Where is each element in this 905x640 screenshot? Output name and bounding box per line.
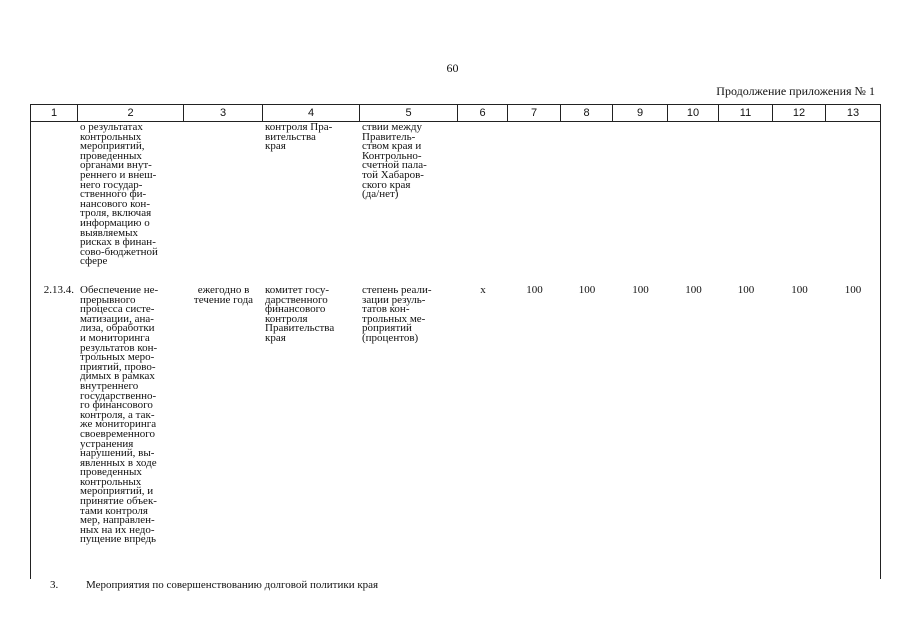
row2-col-11: 100 <box>737 284 755 296</box>
row2-responsible: комитет госу- дарственного финансового контроля Правительства края <box>265 284 335 344</box>
header-col-12: 12 <box>773 105 826 121</box>
header-col-9: 9 <box>613 105 668 121</box>
table-header-row <box>31 104 880 122</box>
section-number: 3. <box>50 579 59 591</box>
row2-deadline: ежегодно в течение года <box>193 284 254 306</box>
row2-col-6: х <box>480 284 486 296</box>
header-col-6: 6 <box>458 105 508 121</box>
row1-col-2: о результатах контрольных мероприятий, проведенных органами внут- реннего и внеш- него государ- ственного фи- нансового кон- троля, включая информацию о выявляемых рисках в финан- сово-бюджетной сфере <box>80 121 158 268</box>
measures-table <box>30 104 881 579</box>
table-row <box>31 282 880 579</box>
row1-col-7 <box>508 122 561 282</box>
header-col-1: 1 <box>31 105 78 121</box>
row2-measure-description: Обеспечение не- прерывного процесса систе- матизации, ана- лиза, обработки и мониторинга результатов кон- трольных меро- приятий, прово- димых в рамках внутреннего государственно- го финансового контроля, а так- же мониторинга своевременного устранения нарушений, вы- явленных в ходе проведенных контрольных мероприятий, и принятие объек- тами контроля мер, направлен- ных на их недо- пущение впредь <box>80 284 159 546</box>
page-number: 60 <box>446 61 459 75</box>
header-col-13: 13 <box>846 107 860 119</box>
row1-col-9 <box>613 122 668 282</box>
header-col-11: 11 <box>719 105 773 121</box>
row1-col-4: контроля Пра- вительства края <box>265 121 333 153</box>
header-col-7: 7 <box>508 105 561 121</box>
header-col-8: 8 <box>561 105 613 121</box>
row1-col-1 <box>31 122 78 282</box>
header-col-3: 3 <box>184 105 263 121</box>
section-heading <box>0 579 905 593</box>
continuation-label: Продолжение приложения № 1 <box>716 84 875 98</box>
row2-col-13: 100 <box>844 284 862 296</box>
table-row <box>31 122 880 282</box>
row2-col-10: 100 <box>685 284 702 296</box>
section-title: Мероприятия по совершенствованию долговой политики края <box>86 579 379 591</box>
row1-col-5: ствии между Правитель- ством края и Контрольно- счетной пала- той Хабаров- ского края (да/нет) <box>362 121 427 201</box>
row1-col-13 <box>826 122 880 282</box>
row1-col-8 <box>561 122 613 282</box>
header-col-5: 5 <box>360 105 458 121</box>
row1-col-6 <box>458 122 508 282</box>
row1-col-11 <box>719 122 773 282</box>
row2-col-12: 100 <box>791 284 808 296</box>
row2-item-number: 2.13.4. <box>43 284 74 296</box>
row1-col-3 <box>184 122 263 282</box>
row1-col-12 <box>773 122 826 282</box>
header-col-4: 4 <box>263 105 360 121</box>
row2-col-9: 100 <box>632 284 649 296</box>
row2-col-8: 100 <box>578 284 596 296</box>
header-col-10: 10 <box>668 105 719 121</box>
row2-indicator: степень реали- зации резуль- татов кон- трольных ме- роприятий (процентов) <box>362 284 432 344</box>
row1-col-10 <box>668 122 719 282</box>
row2-col-7: 100 <box>526 284 543 296</box>
header-col-2: 2 <box>78 105 184 121</box>
